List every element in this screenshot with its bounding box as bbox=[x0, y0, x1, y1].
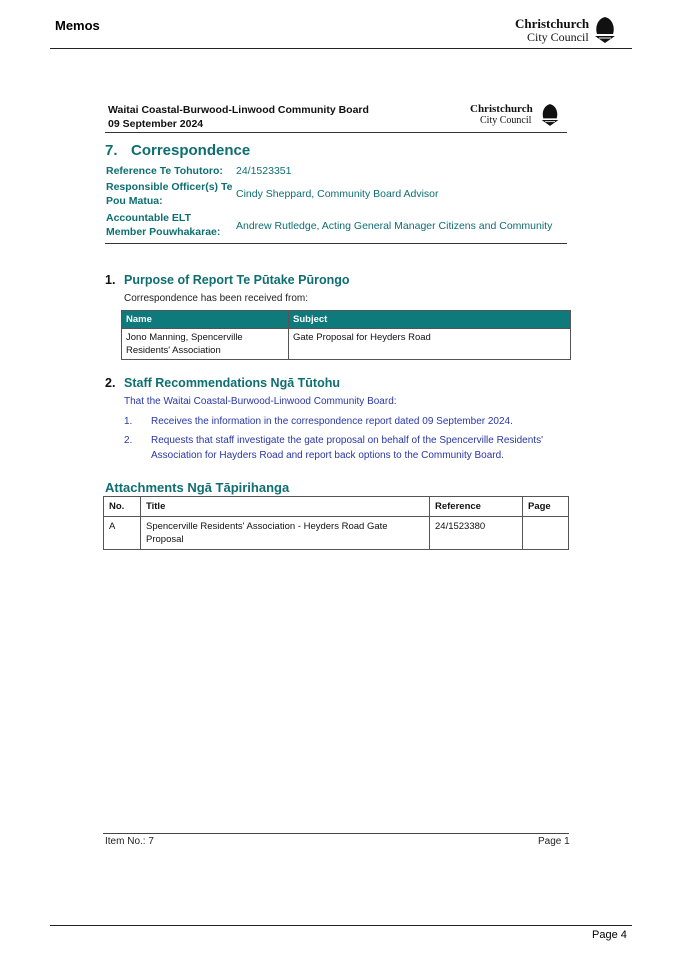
recommendations-title: Staff Recommendations Ngā Tūtohu bbox=[124, 376, 340, 390]
logo-line1: Christchurch bbox=[515, 16, 590, 31]
correspondence-table bbox=[121, 310, 571, 360]
purpose-heading bbox=[105, 273, 349, 287]
recommendations-heading bbox=[105, 376, 340, 390]
col-name-header: Name bbox=[122, 311, 289, 329]
att-no: A bbox=[104, 517, 141, 550]
att-col-page: Page bbox=[523, 497, 569, 517]
section-name: Correspondence bbox=[131, 142, 251, 159]
purpose-number: 1. bbox=[105, 273, 116, 287]
report-header bbox=[108, 103, 369, 131]
purpose-intro: Correspondence has been received from: bbox=[124, 293, 308, 304]
section-title bbox=[105, 142, 250, 159]
cathedral-logo-icon bbox=[593, 16, 617, 44]
outer-footer-rule bbox=[50, 925, 632, 926]
meta-label-elt: Accountable ELT Member Pouwhakarae: bbox=[106, 212, 221, 238]
header-rule bbox=[50, 48, 632, 49]
board-name: Waitai Coastal-Burwood-Linwood Community Board bbox=[108, 104, 369, 116]
table-row bbox=[122, 329, 571, 360]
inner-cathedral-logo-icon bbox=[540, 103, 560, 127]
rec-item-2-num: 2. bbox=[124, 435, 133, 446]
footer-rule bbox=[103, 833, 569, 834]
att-col-reference: Reference bbox=[430, 497, 523, 517]
att-col-title: Title bbox=[141, 497, 430, 517]
recommendations-number: 2. bbox=[105, 376, 116, 390]
rec-item-2-text: Requests that staff investigate the gate proposal on behalf of the Spencerville Residents' Association for Hayders Road and report back options to the Community Board. bbox=[151, 435, 543, 461]
meta-value-reference: 24/1523351 bbox=[236, 165, 292, 177]
logo-line2: City Council bbox=[527, 30, 589, 44]
attachments-heading: Attachments Ngā Tāpirihanga bbox=[105, 480, 290, 495]
meta-rule bbox=[105, 243, 567, 244]
meeting-date: 09 September 2024 bbox=[108, 118, 204, 130]
rec-item-1-text: Receives the information in the correspondence report dated 09 September 2024. bbox=[151, 416, 513, 427]
meta-value-elt: Andrew Rutledge, Acting General Manager Citizens and Community bbox=[236, 220, 553, 232]
meta-value-officer: Cindy Sheppard, Community Board Advisor bbox=[236, 188, 439, 200]
meta-label-officer: Responsible Officer(s) Te Pou Matua: bbox=[106, 181, 233, 207]
att-title-link[interactable]: Spencerville Residents' Association - Heyders Road Gate Proposal bbox=[141, 517, 430, 550]
corr-subject: Gate Proposal for Heyders Road bbox=[289, 329, 571, 360]
corr-name: Jono Manning, Spencerville Residents' Association bbox=[122, 329, 289, 360]
recommendations-intro: That the Waitai Coastal-Burwood-Linwood Community Board: bbox=[124, 396, 397, 407]
col-subject-header: Subject bbox=[289, 311, 571, 329]
inner-header-rule bbox=[105, 132, 567, 133]
inner-council-logo bbox=[470, 102, 562, 128]
inner-logo-line1: Christchurch bbox=[470, 103, 533, 115]
outer-page-number: Page 4 bbox=[592, 929, 627, 941]
att-col-no: No. bbox=[104, 497, 141, 517]
att-page bbox=[523, 517, 569, 550]
inner-logo-line2: City Council bbox=[480, 115, 532, 126]
att-reference: 24/1523380 bbox=[430, 517, 523, 550]
memos-title: Memos bbox=[55, 18, 100, 33]
rec-item-1-num: 1. bbox=[124, 416, 133, 427]
table-row bbox=[104, 517, 569, 550]
footer-item-number: Item No.: 7 bbox=[105, 836, 154, 847]
council-logo bbox=[515, 14, 617, 46]
attachments-table bbox=[103, 496, 569, 550]
meta-label-reference: Reference Te Tohutoro: bbox=[106, 165, 223, 177]
footer-page: Page 1 bbox=[538, 836, 570, 847]
purpose-title: Purpose of Report Te Pūtake Pūrongo bbox=[124, 273, 350, 287]
section-number: 7. bbox=[105, 142, 118, 159]
